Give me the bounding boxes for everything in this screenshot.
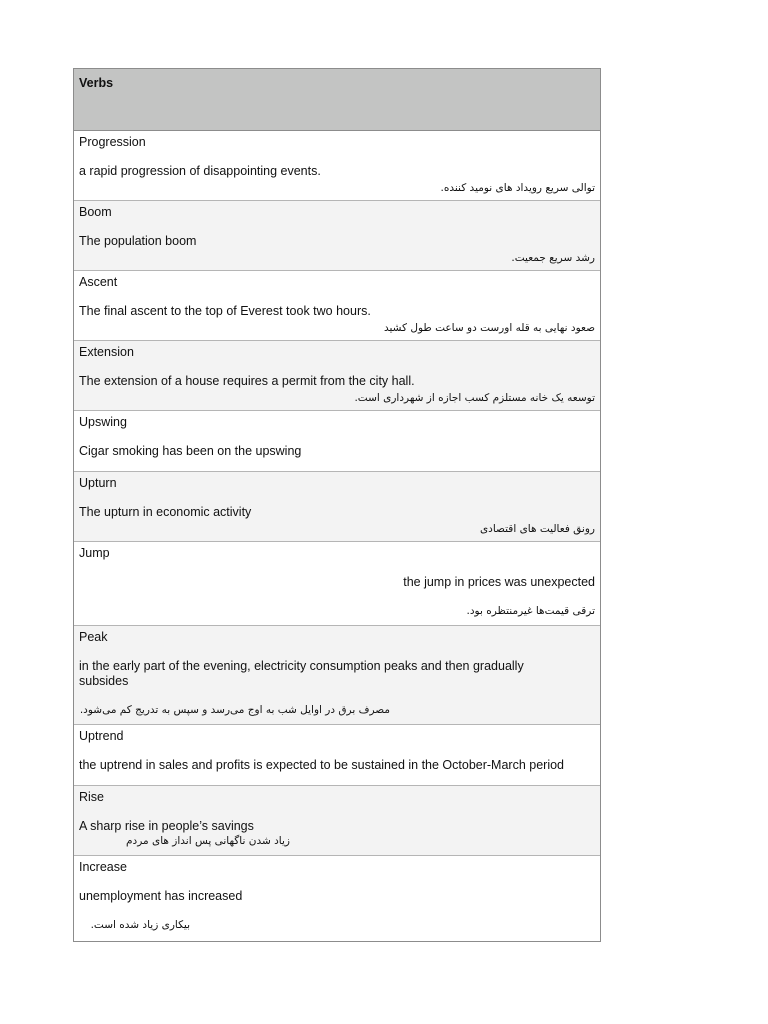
- verbs-table: [73, 68, 601, 942]
- table-row: [74, 341, 600, 411]
- row-example: a rapid progression of disappointing events.: [79, 164, 321, 178]
- row-word: Ascent: [79, 275, 118, 289]
- table-row: [74, 626, 600, 725]
- row-word: Extension: [79, 345, 134, 359]
- row-translation: رشد سریع جمعیت.: [511, 252, 595, 264]
- row-word: Peak: [79, 630, 108, 644]
- table-row: [74, 856, 600, 941]
- row-example: The population boom: [79, 234, 197, 248]
- row-word: Progression: [79, 135, 146, 149]
- row-example: A sharp rise in people’s savings: [79, 819, 254, 833]
- row-word: Upswing: [79, 415, 127, 429]
- row-word: Increase: [79, 860, 127, 874]
- header-title: Verbs: [79, 76, 114, 90]
- row-example: in the early part of the evening, electricity consumption peaks and then gradually: [79, 659, 524, 673]
- row-example: Cigar smoking has been on the upswing: [79, 444, 302, 458]
- row-translation: رونق فعالیت های اقتصادی: [479, 523, 595, 535]
- row-translation: توالی سریع رویداد های نومید کننده.: [440, 182, 595, 194]
- row-word: Boom: [79, 205, 112, 219]
- row-translation: مصرف برق در اوایل شب به اوج می‌رسد و سپس به تدریج کم می‌شود.: [79, 704, 390, 716]
- row-example: The extension of a house requires a permit from the city hall.: [79, 374, 415, 388]
- row-example: the uptrend in sales and profits is expected to be sustained in the October-March period: [79, 758, 565, 772]
- row-example: unemployment has increased: [79, 889, 243, 903]
- row-example: The final ascent to the top of Everest took two hours.: [79, 304, 371, 318]
- row-word: Upturn: [79, 476, 117, 490]
- row-word: Uptrend: [79, 729, 124, 743]
- table-row: [74, 472, 600, 542]
- table-row: [74, 786, 600, 856]
- table-row: [74, 201, 600, 271]
- table-row: [74, 131, 600, 201]
- table-header: [74, 69, 600, 131]
- row-example: the jump in prices was unexpected: [403, 575, 595, 589]
- row-translation: توسعه یک خانه مستلزم کسب اجازه از شهرداری است.: [354, 392, 595, 404]
- table-row: [74, 542, 600, 626]
- row-translation: صعود نهایی به قله اورست دو ساعت طول کشید: [383, 322, 595, 334]
- row-word: Jump: [79, 546, 110, 560]
- row-example-continued: subsides: [79, 674, 129, 688]
- row-example: The upturn in economic activity: [79, 505, 252, 519]
- row-word: Rise: [79, 790, 105, 804]
- table-row: [74, 725, 600, 786]
- row-translation: زیاد شدن ناگهانی پس انداز های مردم: [126, 835, 290, 847]
- row-translation: ترقی قیمت‌ها غیرمنتظره بود.: [466, 605, 595, 617]
- table-row: [74, 271, 600, 341]
- table-row: [74, 411, 600, 472]
- row-translation: بیکاری زیاد شده است.: [90, 919, 190, 931]
